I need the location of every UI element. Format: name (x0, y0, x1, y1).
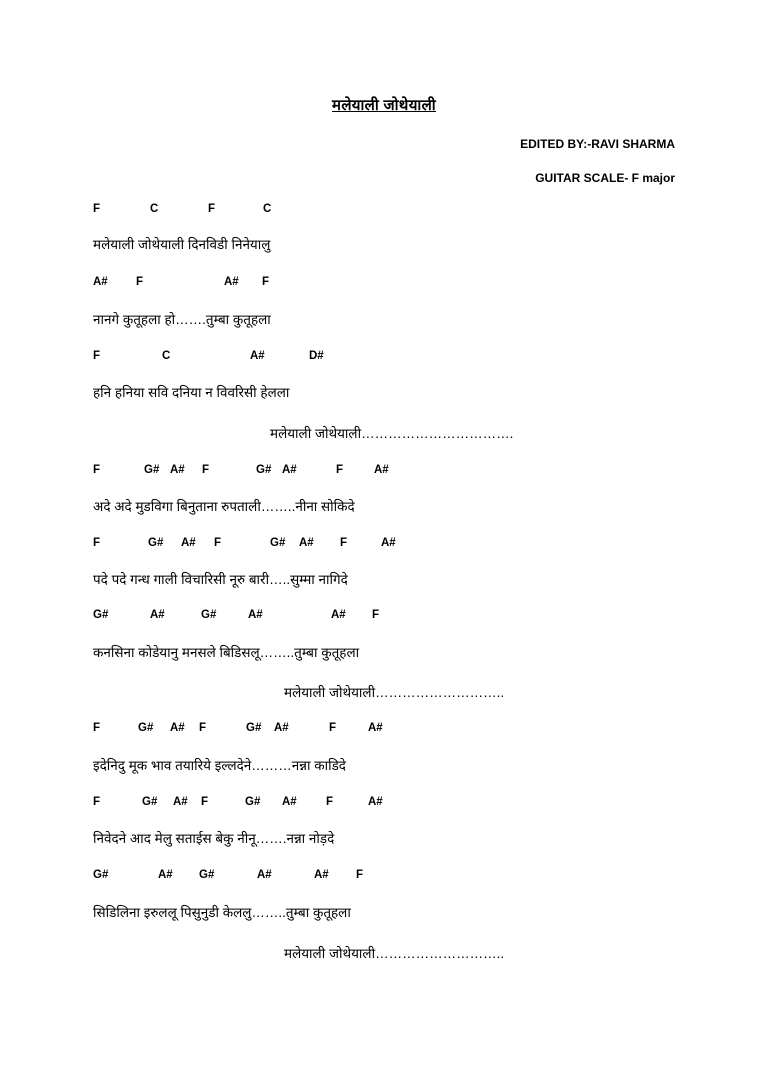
chord: G# (138, 722, 154, 734)
chord: A# (331, 609, 346, 621)
chord: F (202, 464, 210, 476)
chord: G# (270, 537, 286, 549)
chord: A# (170, 722, 185, 734)
chord: G# (144, 464, 160, 476)
chord-line (93, 276, 693, 292)
chord: F (93, 203, 101, 215)
chord: G# (199, 869, 215, 881)
chord: A# (282, 796, 297, 808)
lyric-line: हनि हनिया सवि दनिया न विवरिसी हेलला (93, 385, 290, 400)
chord: A# (250, 350, 265, 362)
chord: A# (224, 276, 239, 288)
chord: F (93, 464, 101, 476)
chord: A# (170, 464, 185, 476)
chord: F (208, 203, 216, 215)
chord: A# (173, 796, 188, 808)
edited-by-label: EDITED BY:-RAVI SHARMA (520, 137, 675, 151)
chord: A# (150, 609, 165, 621)
chord: F (329, 722, 337, 734)
chord: F (214, 537, 222, 549)
chord: G# (148, 537, 164, 549)
chord: F (340, 537, 348, 549)
chord: F (93, 722, 101, 734)
chord: A# (368, 796, 383, 808)
chord: F (262, 276, 270, 288)
chord: G# (246, 722, 262, 734)
chord: A# (248, 609, 263, 621)
chord: F (93, 350, 101, 362)
lyric-line: कनसिना कोडेयानु मनसले बिडिसलू……..तुम्बा कुतूहला (93, 645, 360, 660)
lyric-line: निवेदने आद मेलु सताईस बेकु नीनू…….नन्ना नोड़दे (93, 831, 335, 846)
lyric-line: पदे पदे गन्ध गाली विचारिसी नूरु बारी…..सुम्मा नागिदे (93, 572, 348, 587)
chord: G# (256, 464, 272, 476)
chord: F (201, 796, 209, 808)
lyric-line: सिडिलिना इरुललू पिसुनुडी केललु……..तुम्बा कुतूहला (93, 905, 351, 920)
chord-line (93, 537, 693, 553)
chord: A# (181, 537, 196, 549)
chord: C (150, 203, 159, 215)
chord: A# (158, 869, 173, 881)
chord: F (326, 796, 334, 808)
chord: A# (299, 537, 314, 549)
song-title: मलेयाली जोथेयाली (332, 97, 436, 114)
chord-line (93, 350, 693, 366)
chord: A# (368, 722, 383, 734)
chord: G# (201, 609, 217, 621)
chord: G# (142, 796, 158, 808)
chord: D# (309, 350, 324, 362)
lyric-line: मलेयाली जोथेयाली दिनविडी निनेयालु (93, 237, 271, 252)
chord: A# (381, 537, 396, 549)
refrain-line: मलेयाली जोथेयाली……………………….. (284, 685, 505, 700)
chord: F (93, 537, 101, 549)
chord: A# (93, 276, 108, 288)
chord: F (356, 869, 364, 881)
chord: G# (93, 609, 109, 621)
chord-line (93, 464, 693, 480)
chord: G# (93, 869, 109, 881)
chord: F (136, 276, 144, 288)
guitar-scale-label: GUITAR SCALE- F major (535, 171, 675, 185)
chord: A# (257, 869, 272, 881)
chord: C (162, 350, 171, 362)
chord: F (372, 609, 380, 621)
lyric-line: अदे अदे मुडविगा बिनुताना रुपताली……..नीना सोकिदे (93, 499, 355, 514)
chord: F (93, 796, 101, 808)
chord: A# (374, 464, 389, 476)
lyric-line: इदेनिदु मूक भाव तयारिये इल्लदेने………नन्ना काडिदे (93, 758, 346, 773)
chord: A# (314, 869, 329, 881)
chord-line (93, 722, 693, 738)
chord: C (263, 203, 272, 215)
chord: G# (245, 796, 261, 808)
chord: F (336, 464, 344, 476)
lyric-line: नानगे कुतूहला हो…….तुम्बा कुतूहला (93, 312, 271, 327)
refrain-line: मलेयाली जोथेयाली……………………………. (270, 426, 514, 441)
chord: A# (274, 722, 289, 734)
chord-line (93, 869, 693, 885)
chord-line (93, 203, 693, 219)
refrain-line: मलेयाली जोथेयाली……………………….. (284, 946, 505, 961)
chord-line (93, 796, 693, 812)
chord-line (93, 609, 693, 625)
chord: A# (282, 464, 297, 476)
chord: F (199, 722, 207, 734)
